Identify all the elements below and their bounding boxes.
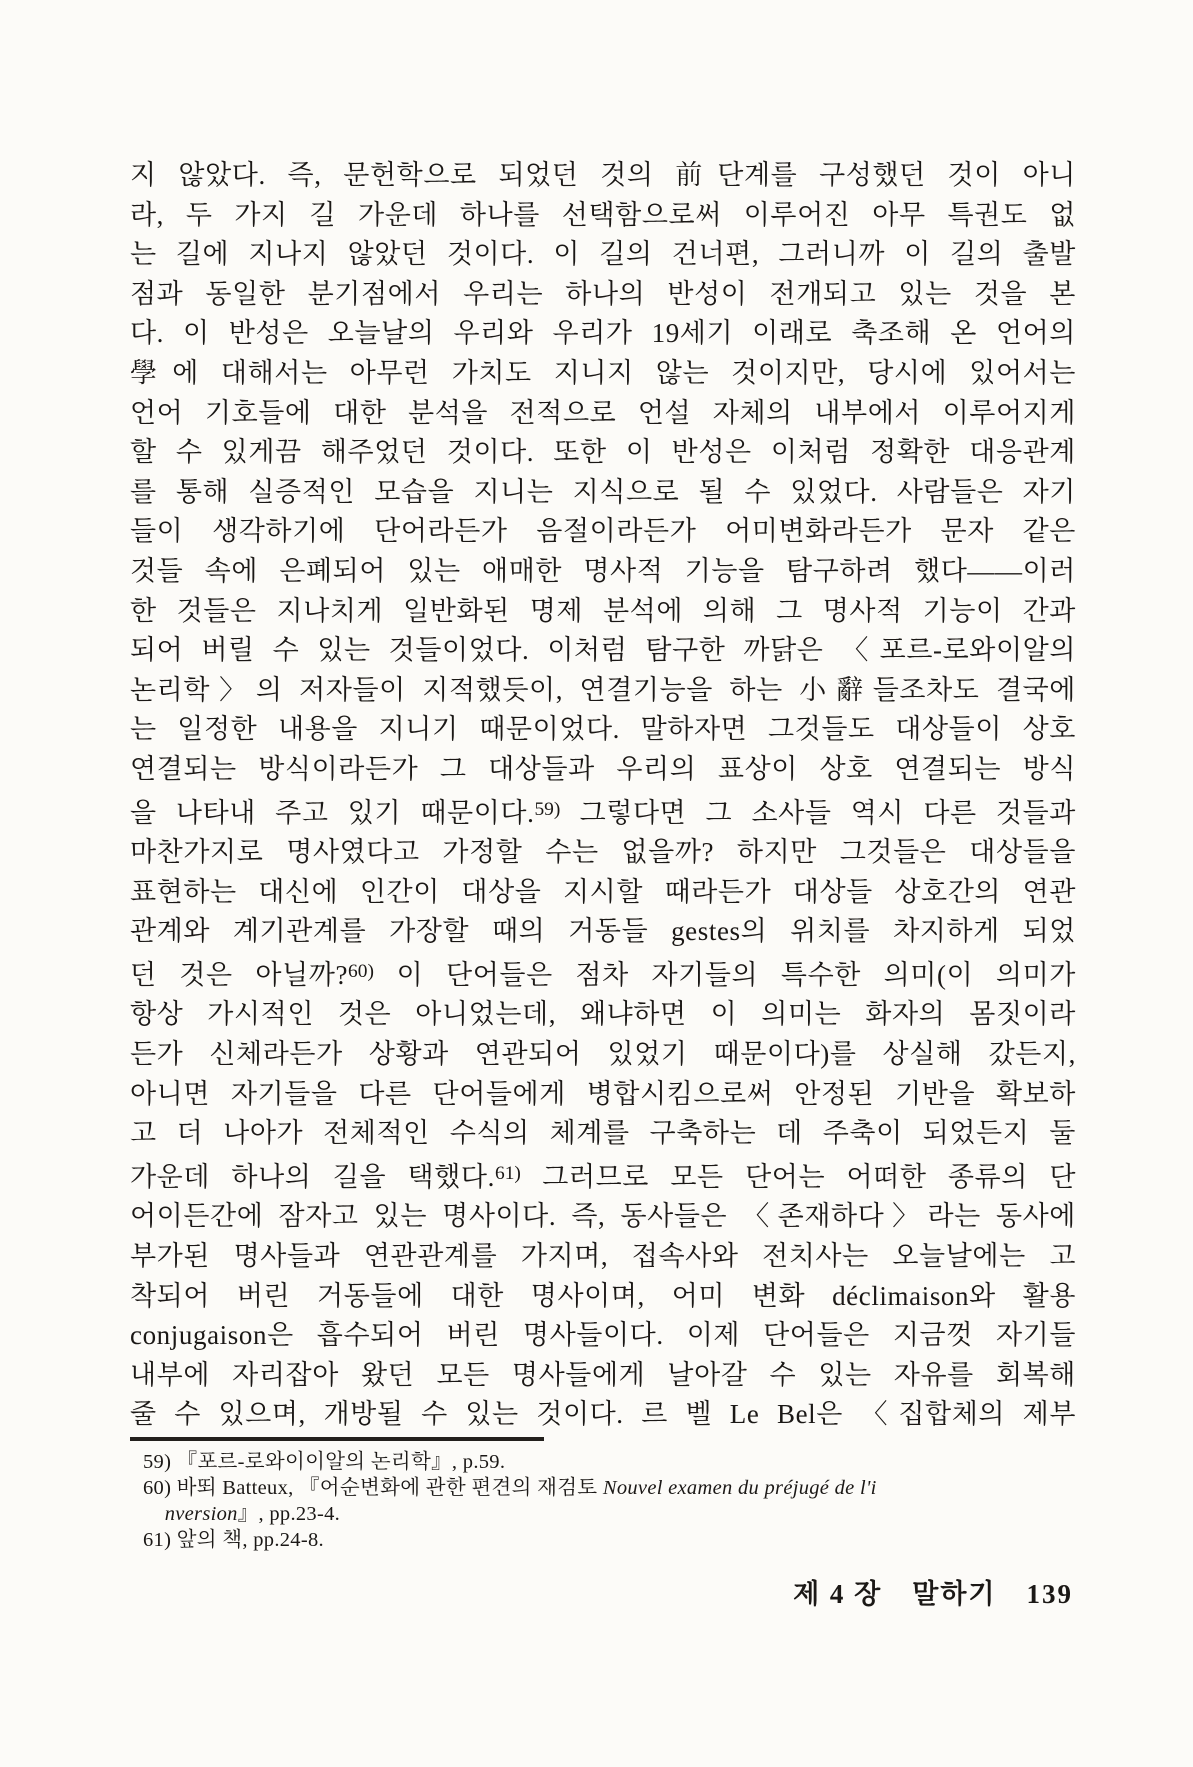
body-text-line: 아니면 자기들을 다른 단어들에게 병합시킴으로써 안정된 기반을 확보하 (130, 1078, 1076, 1109)
body-text-line: 줄 수 있으며, 개방될 수 있는 것이다. 르 벨 Le Bel은 〈집합체의 제부 (130, 1399, 1076, 1430)
body-text-line: 내부에 자리잡아 왔던 모든 명사들에게 날아갈 수 있는 자유를 회복해 (130, 1359, 1076, 1390)
body-text-line: 항상 가시적인 것은 아니었는데, 왜냐하면 이 의미는 화자의 몸짓이라 (130, 999, 1076, 1030)
main-text-block (130, 156, 1076, 1435)
body-text-line: 부가된 명사들과 연관관계를 가지며, 접속사와 전치사는 오늘날에는 고 (130, 1241, 1076, 1272)
footnotes-block (143, 1449, 1078, 1553)
italic-latin-text: nversion (164, 1503, 238, 1525)
body-text-line: 가운데 하나의 길을 택했다.$^{61)}$ 그러므로 모든 단어는 어떠한 종류의 단 (130, 1161, 1077, 1192)
body-text-line: 學에 대해서는 아무런 가치도 지니지 않는 것이지만, 당시에 있어서는 (130, 357, 1076, 388)
body-text-line: 관계와 계기관계를 가장할 때의 거동들 gestes의 위치를 차지하게 되었 (130, 916, 1076, 947)
body-text-line: 는 길에 지나지 않았던 것이다. 이 길의 건너편, 그러니까 이 길의 출발 (130, 239, 1076, 270)
chapter-label: 제 4 장 (793, 1579, 883, 1609)
page-footer (793, 1572, 1073, 1611)
body-text-line: 되어 버릴 수 있는 것들이었다. 이처럼 탐구한 까닭은 〈포르-로와이알의 (130, 635, 1076, 666)
body-text-line: 연결되는 방식이라든가 그 대상들과 우리의 표상이 상호 연결되는 방식 (130, 753, 1076, 784)
body-text-line: 할 수 있게끔 해주었던 것이다. 또한 이 반성은 이처럼 정확한 대응관계 (130, 437, 1076, 468)
body-text-line: conjugaison은 흡수되어 버린 명사들이다. 이제 단어들은 지금껏 자기들 (130, 1320, 1076, 1351)
footnote-line: nversion』, pp.23-4. (164, 1503, 341, 1525)
footnote-ref: 61) (494, 1162, 521, 1184)
italic-latin-text: Nouvel examen du préjugé de l'i (602, 1477, 877, 1499)
footnote-line: 60) 바뙤 Batteux, 『어순변화에 관한 편견의 재검토 Nouvel examen du préjugé de l'i (143, 1477, 877, 1499)
body-text-line: 착되어 버린 거동들에 대한 명사이며, 어미 변화 déclimaison와 활용 (130, 1280, 1076, 1311)
body-text-line: 표현하는 대신에 인간이 대상을 지시할 때라든가 대상들 상호간의 연관 (130, 876, 1076, 907)
body-text-line: 점과 동일한 분기점에서 우리는 하나의 반성이 전개되고 있는 것을 본 (130, 278, 1076, 309)
body-text-line: 것들 속에 은폐되어 있는 애매한 명사적 기능을 탐구하려 했다——이러 (130, 555, 1076, 586)
footnote-ref: 59) (534, 798, 561, 820)
chapter-title: 말하기 (912, 1579, 997, 1609)
footnote-line: 59) 『포르-로와이이알의 논리학』, p.59. (143, 1451, 506, 1473)
body-text-line: 언어 기호들에 대한 분석을 전적으로 언설 자체의 내부에서 이루어지게 (130, 397, 1076, 428)
body-text-line: 는 일정한 내용을 지니기 때문이었다. 말하자면 그것들도 대상들이 상호 (130, 714, 1076, 745)
body-text-line: 고 더 나아가 전체적인 수식의 체계를 구축하는 데 주축이 되었든지 둘 (130, 1118, 1076, 1149)
body-text-line: 어이든간에 잠자고 있는 명사이다. 즉, 동사들은 〈존재하다〉라는 동사에 (130, 1201, 1076, 1232)
footnote-ref: 60) (348, 960, 374, 982)
body-text-line: 을 나타내 주고 있기 때문이다.$^{59)}$ 그렇다면 그 소사들 역시 다른 것들과 (130, 797, 1076, 828)
footnote-line: 61) 앞의 책, pp.24-8. (143, 1529, 324, 1551)
body-text-line: 들이 생각하기에 단어라든가 음절이라든가 어미변화라든가 문자 같은 (130, 516, 1076, 547)
body-text-line: 라, 두 가지 길 가운데 하나를 선택함으로써 이루어진 아무 특권도 없 (130, 199, 1076, 230)
body-text-line: 한 것들은 지나치게 일반화된 명제 분석에 의해 그 명사적 기능이 간과 (130, 595, 1076, 626)
page-number: 139 (1026, 1579, 1073, 1609)
body-text-line: 지 않았다. 즉, 문헌학으로 되었던 것의 前단계를 구성했던 것이 아니 (130, 160, 1076, 190)
body-text-line: 를 통해 실증적인 모습을 지니는 지식으로 될 수 있었다. 사람들은 자기 (130, 476, 1076, 507)
body-text-line: 다. 이 반성은 오늘날의 우리와 우리가 19세기 이래로 축조해 온 언어의 (130, 318, 1076, 349)
body-text-line: 논리학〉의 저자들이 지적했듯이, 연결기능을 하는 小辭들조차도 결국에 (130, 674, 1076, 705)
body-text-line: 든가 신체라든가 상황과 연관되어 있었기 때문이다)를 상실해 갔든지, (130, 1039, 1076, 1070)
footnote-separator (130, 1437, 544, 1441)
body-text-line: 던 것은 아닐까?$^{60)}$ 이 단어들은 점차 자기들의 특수한 의미(이 의미가 (130, 959, 1076, 990)
body-text-line: 마찬가지로 명사였다고 가정할 수는 없을까? 하지만 그것들은 대상들을 (130, 837, 1076, 868)
